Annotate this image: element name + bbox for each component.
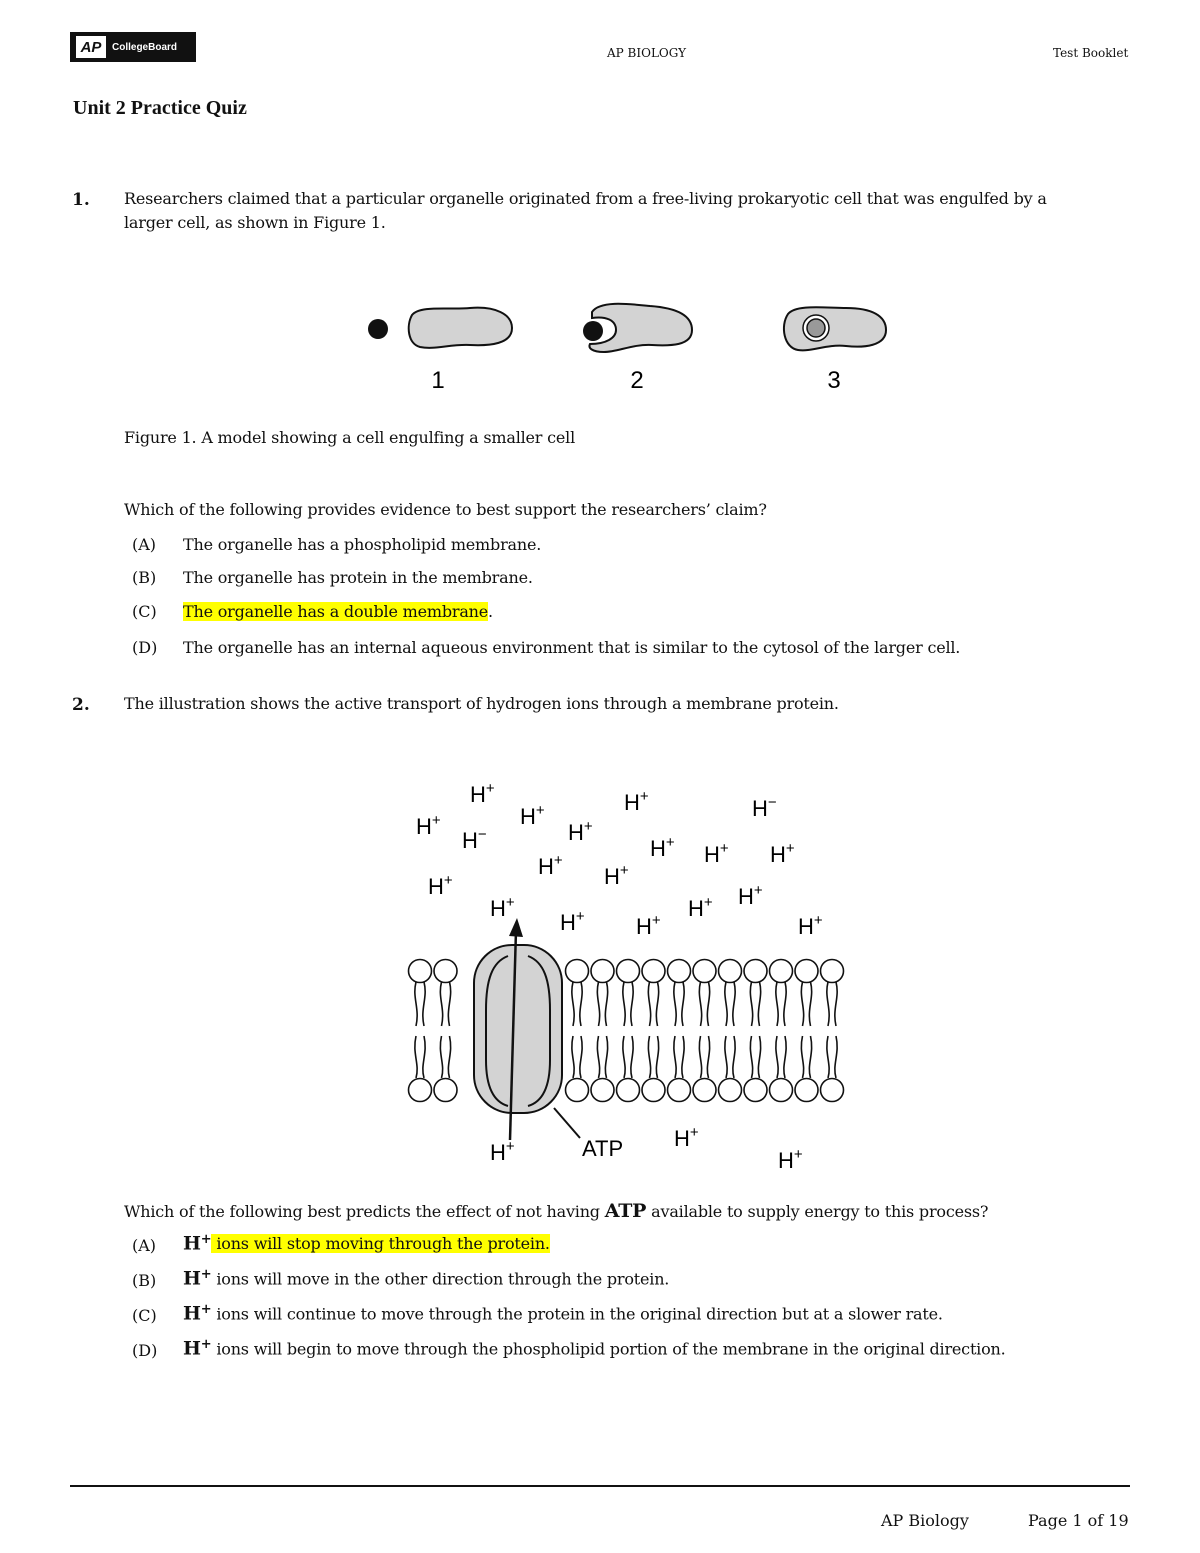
lipid-head-top <box>744 960 767 983</box>
q2-option-a-ion: H <box>183 1232 201 1255</box>
lipid-head-bottom <box>719 1079 742 1102</box>
lipid-head-bottom <box>566 1079 589 1102</box>
q2-option-a-ion-charge: + <box>200 1232 212 1247</box>
lipid-tail-bottom <box>623 1036 633 1078</box>
q1-option-d-text: The organelle has an internal aqueous environment that is similar to the cytosol of the larger cell. <box>183 638 961 657</box>
q1-option-a-letter: (A) <box>132 535 157 554</box>
lipid-head-top <box>591 960 614 983</box>
lipid-tail-top <box>415 982 425 1026</box>
q1-option-c-highlighted-text: The organelle has a double membrane <box>183 602 489 621</box>
header-booklet: Test Booklet <box>1053 46 1129 60</box>
q2-option-b-text: ions will move in the other direction through the protein. <box>211 1269 670 1289</box>
lipid-head-top <box>434 960 457 983</box>
hydrogen-ion-label: H+ <box>416 812 441 839</box>
q2-option-a <box>183 1232 550 1254</box>
lipid-tail-bottom <box>674 1036 684 1078</box>
lipid-tail-top <box>674 982 684 1026</box>
lipid-head-bottom <box>821 1079 844 1102</box>
hydrogen-ion-label: H+ <box>674 1124 699 1151</box>
q1-option-a-text: The organelle has a phospholipid membrane. <box>183 535 542 554</box>
footer-divider <box>70 1485 1130 1487</box>
lipid-tail-bottom <box>572 1036 582 1078</box>
lipid-head-bottom <box>591 1079 614 1102</box>
lipid-tail-bottom <box>776 1036 786 1078</box>
lipid-head-bottom <box>770 1079 793 1102</box>
lipid-head-bottom <box>744 1079 767 1102</box>
lipid-head-bottom <box>434 1079 457 1102</box>
hydrogen-ion-label: H+ <box>778 1146 803 1173</box>
large-cell-stage-1 <box>409 308 512 348</box>
q1-option-c <box>183 602 493 621</box>
logo-ap-mark: AP <box>76 36 106 58</box>
q1-option-c-letter: (C) <box>132 602 157 621</box>
header-subject: AP BIOLOGY <box>607 46 687 60</box>
hydrogen-ion-label: H+ <box>470 780 495 807</box>
lipid-tail-bottom <box>725 1036 735 1078</box>
lipid-head-top <box>566 960 589 983</box>
lipid-head-top <box>770 960 793 983</box>
lipid-tail-top <box>776 982 786 1026</box>
hydrogen-ion-label: H+ <box>538 852 563 879</box>
q2-prompt-atp: ATP <box>604 1200 647 1222</box>
q2-option-d-ion: H <box>183 1337 201 1360</box>
question-2-number: 2. <box>72 695 90 715</box>
hydrogen-ion-label: H+ <box>650 834 675 861</box>
q2-option-a-letter: (A) <box>132 1236 157 1255</box>
hydrogen-ion-label: H+ <box>604 862 629 889</box>
lipid-tail-top <box>725 982 735 1026</box>
lipid-tail-bottom <box>597 1036 607 1078</box>
hydrogen-ion-label: H+ <box>688 894 713 921</box>
q2-option-d-text: ions will begin to move through the phospholipid portion of the membrane in the original direction. <box>211 1339 1006 1359</box>
large-cell-stage-3 <box>784 307 886 350</box>
lipid-tail-bottom <box>801 1036 811 1078</box>
page-title: Unit 2 Practice Quiz <box>73 97 247 119</box>
lipid-tail-bottom <box>440 1036 450 1078</box>
atp-label: ATP <box>582 1136 624 1161</box>
q2-prompt-after: available to supply energy to this process? <box>646 1202 989 1221</box>
lipid-tail-bottom <box>415 1036 425 1078</box>
question-1-stem-line-2: larger cell, as shown in Figure 1. <box>124 213 386 232</box>
lipid-head-top <box>693 960 716 983</box>
hydrogen-ion-label: H+ <box>568 818 593 845</box>
lipid-tail-top <box>572 982 582 1026</box>
lipid-head-top <box>668 960 691 983</box>
lipid-head-bottom <box>617 1079 640 1102</box>
hydrogen-ion-label: H− <box>752 794 777 821</box>
membrane-protein <box>474 945 562 1113</box>
logo-collegeboard-text: CollegeBoard <box>112 41 178 53</box>
lipid-tail-top <box>597 982 607 1026</box>
lipid-tail-bottom <box>750 1036 760 1078</box>
figure-label-2: 2 <box>630 367 644 394</box>
lipid-tail-bottom <box>699 1036 709 1078</box>
q1-option-b-letter: (B) <box>132 568 157 587</box>
lipid-tail-top <box>827 982 837 1026</box>
q2-option-b-ion: H <box>183 1267 201 1290</box>
question-1-stem-line-1: Researchers claimed that a particular organelle originated from a free-living prokaryotic cell that was engulfed by a <box>124 189 1047 208</box>
lipid-tail-top <box>623 982 633 1026</box>
footer-subject: AP Biology <box>881 1511 969 1530</box>
q1-option-d-letter: (D) <box>132 638 158 657</box>
small-cell-stage-1 <box>368 319 388 339</box>
q1-option-c-suffix: . <box>488 602 493 621</box>
q2-option-c-letter: (C) <box>132 1306 157 1325</box>
hydrogen-ion-label: H+ <box>490 894 515 921</box>
large-cell-stage-2 <box>590 304 692 352</box>
lipid-head-bottom <box>693 1079 716 1102</box>
engulfed-cell-stage-3 <box>807 319 825 337</box>
lipid-head-top <box>617 960 640 983</box>
lipid-head-top <box>821 960 844 983</box>
lipid-head-top <box>795 960 818 983</box>
figure-1-caption: Figure 1. A model showing a cell engulfing a smaller cell <box>124 428 576 447</box>
figure-label-3: 3 <box>827 367 841 394</box>
atp-pointer-line <box>554 1108 580 1138</box>
lipid-tail-top <box>440 982 450 1026</box>
q2-option-c-text: ions will continue to move through the protein in the original direction but at a slower rate. <box>211 1304 943 1324</box>
lipid-head-bottom <box>642 1079 665 1102</box>
q2-option-b-ion-charge: + <box>200 1267 212 1282</box>
hydrogen-ion-label: H− <box>462 826 487 853</box>
lipid-tail-top <box>750 982 760 1026</box>
figure-1-engulfing-diagram <box>360 290 900 400</box>
question-1-stem <box>124 187 1134 235</box>
q2-option-c-ion: H <box>183 1302 201 1325</box>
transport-arrow-head <box>509 918 523 937</box>
footer-page-number: Page 1 of 19 <box>1028 1511 1129 1530</box>
question-2-prompt <box>124 1199 988 1224</box>
q2-option-c <box>183 1302 943 1324</box>
question-1-prompt: Which of the following provides evidence to best support the researchers’ claim? <box>124 500 767 519</box>
hydrogen-ion-label: H+ <box>624 788 649 815</box>
lipid-tail-top <box>699 982 709 1026</box>
lipid-tail-bottom <box>648 1036 658 1078</box>
lipid-tail-top <box>801 982 811 1026</box>
q1-option-b-text: The organelle has protein in the membrane. <box>183 568 533 587</box>
membrane-transport-diagram <box>400 770 860 1180</box>
lipid-head-top <box>719 960 742 983</box>
question-2-stem: The illustration shows the active transport of hydrogen ions through a membrane protein. <box>124 694 839 713</box>
q2-prompt-before: Which of the following best predicts the effect of not having <box>124 1202 605 1221</box>
figure-label-1: 1 <box>431 367 445 394</box>
q2-option-d-ion-charge: + <box>200 1337 212 1352</box>
q2-option-b <box>183 1267 669 1289</box>
q2-option-b-letter: (B) <box>132 1271 157 1290</box>
q2-option-a-highlighted-text: ions will stop moving through the protein. <box>211 1234 550 1254</box>
hydrogen-ion-label: H+ <box>770 840 795 867</box>
lipid-head-top <box>409 960 432 983</box>
hydrogen-ion-label: H+ <box>560 908 585 935</box>
hydrogen-ion-label: H+ <box>636 912 661 939</box>
hydrogen-ion-label: H+ <box>490 1138 515 1165</box>
q2-option-c-ion-charge: + <box>200 1302 212 1317</box>
q2-option-d-letter: (D) <box>132 1341 158 1360</box>
lipid-head-top <box>642 960 665 983</box>
question-1-number: 1. <box>72 190 90 210</box>
hydrogen-ion-label: H+ <box>704 840 729 867</box>
hydrogen-ion-label: H+ <box>520 802 545 829</box>
lipid-tail-bottom <box>827 1036 837 1078</box>
lipid-head-bottom <box>668 1079 691 1102</box>
lipid-tail-top <box>648 982 658 1026</box>
q2-option-d <box>183 1337 1006 1359</box>
lipid-head-bottom <box>409 1079 432 1102</box>
small-cell-stage-2 <box>583 321 603 341</box>
lipid-head-bottom <box>795 1079 818 1102</box>
hydrogen-ion-label: H+ <box>798 912 823 939</box>
hydrogen-ion-label: H+ <box>428 872 453 899</box>
college-board-logo <box>70 32 196 62</box>
hydrogen-ion-label: H+ <box>738 882 763 909</box>
